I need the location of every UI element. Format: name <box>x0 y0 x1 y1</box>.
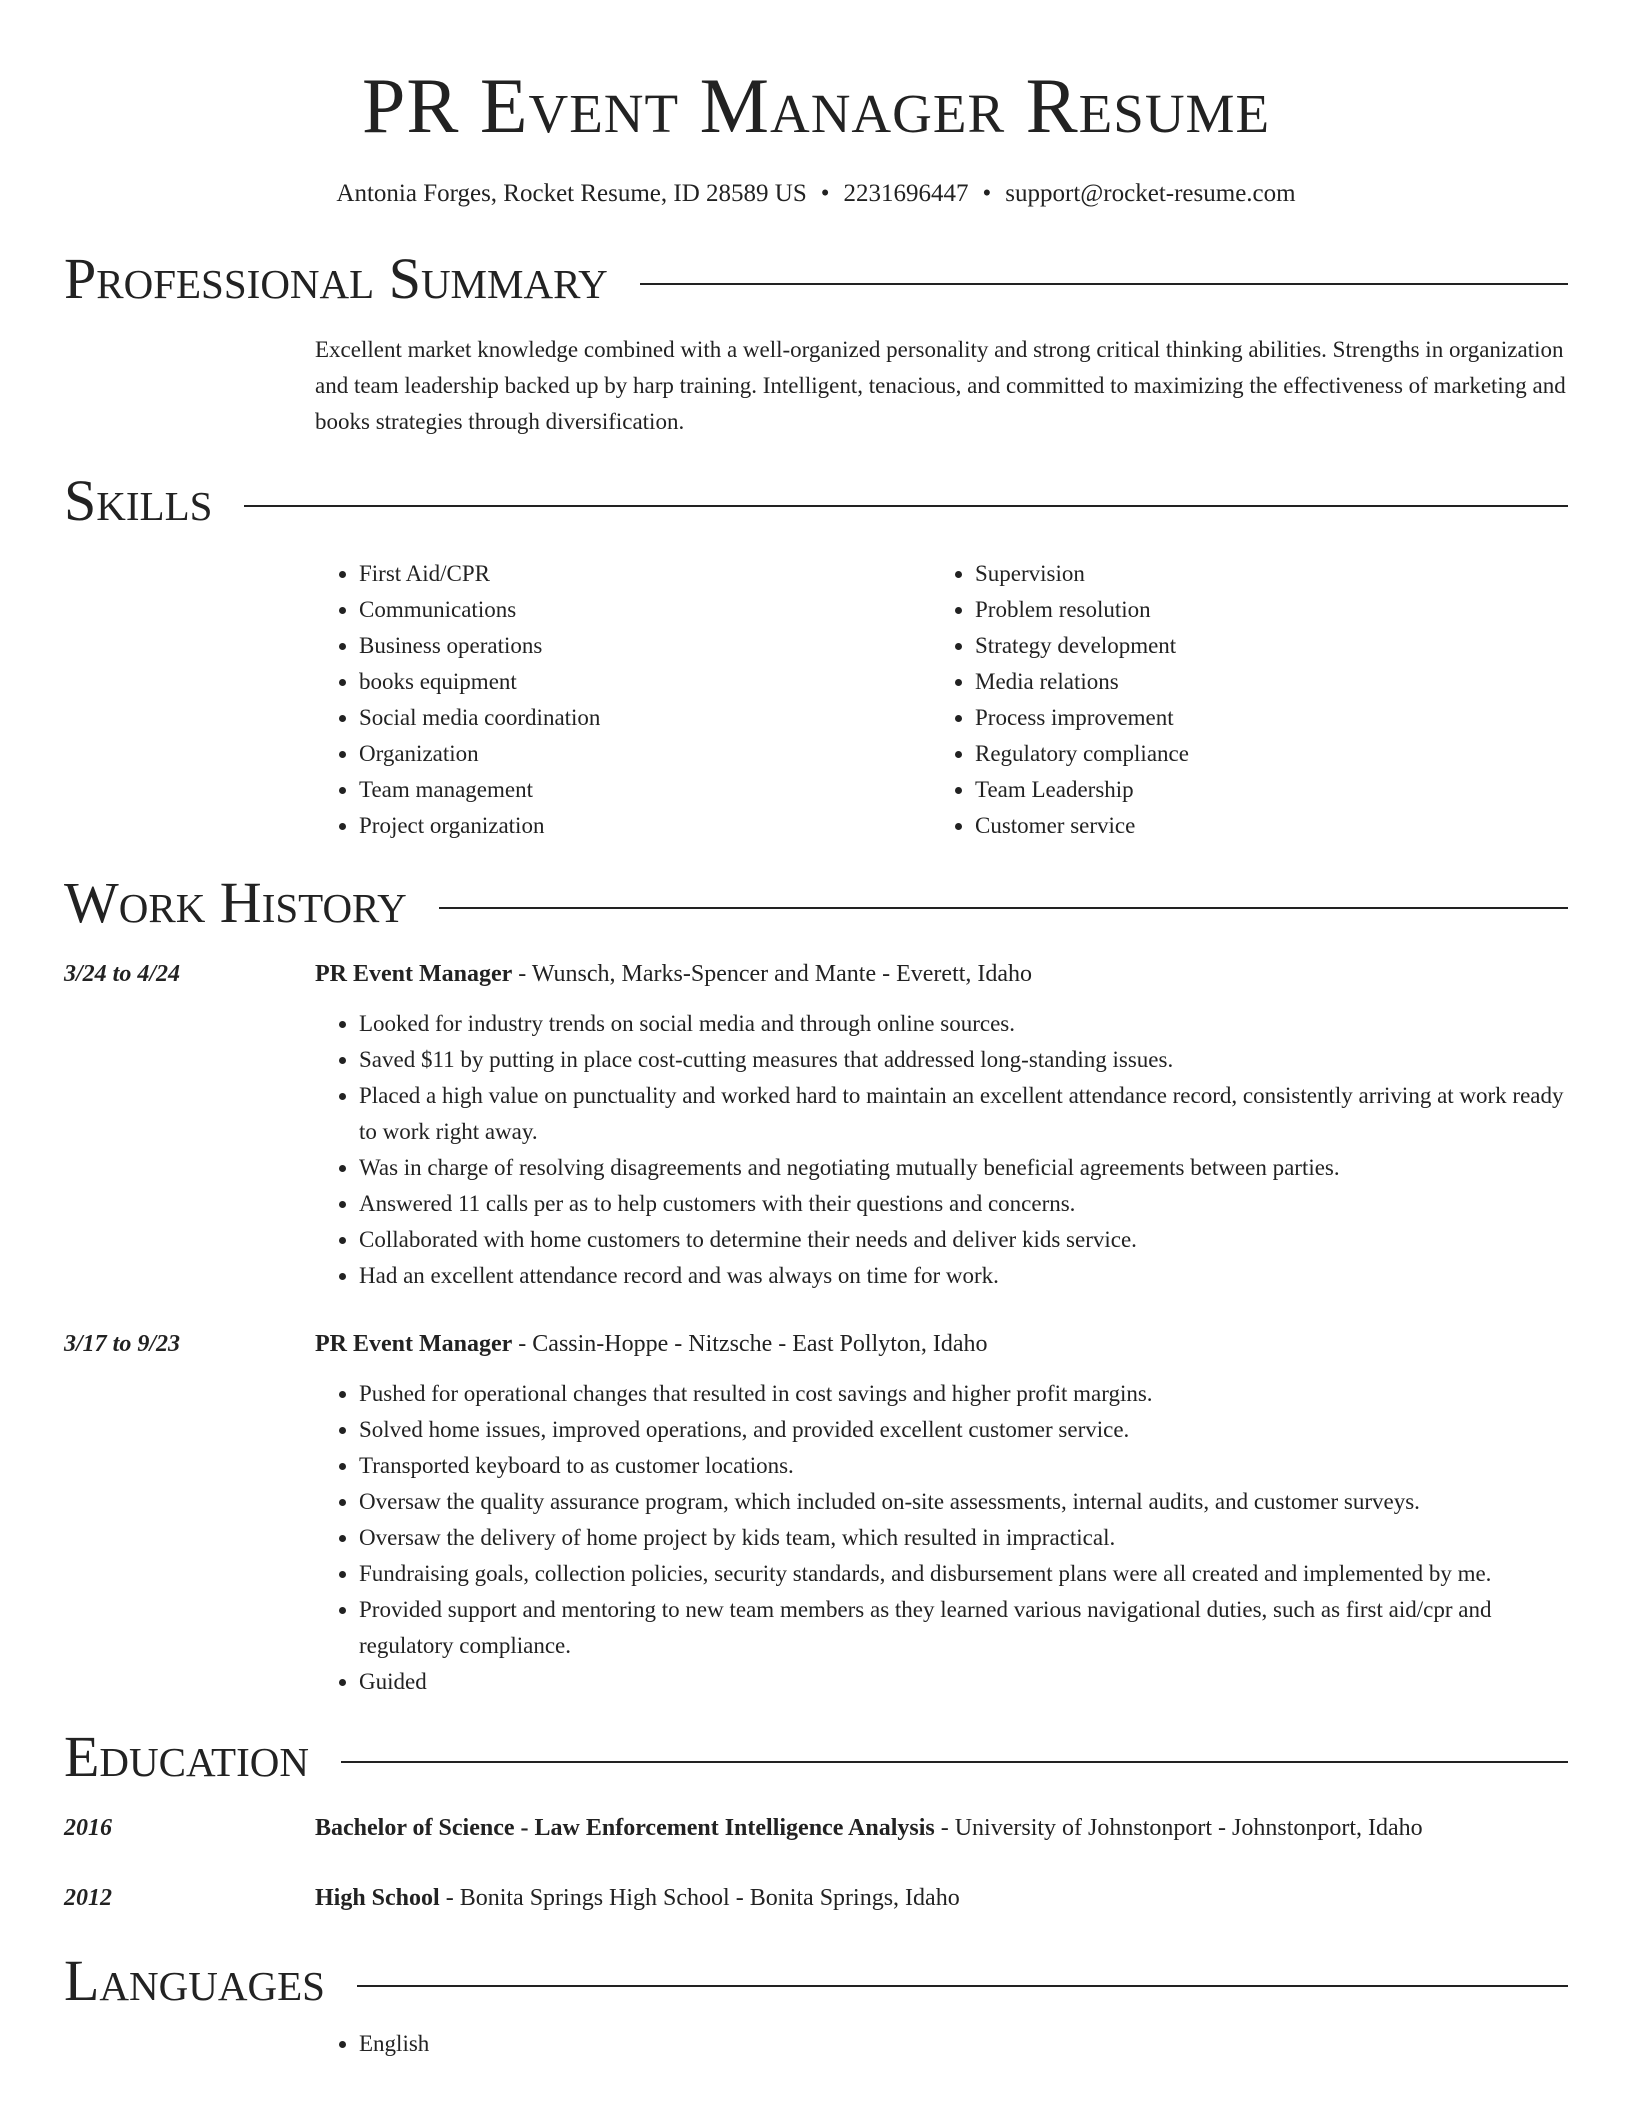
summary-heading: Professional Summary <box>64 246 608 311</box>
skill-item: • Regulatory compliance <box>975 736 1189 772</box>
contact-separator: • <box>982 180 992 207</box>
job-bullet: • Saved $11 by putting in place cost-cutting measures that addressed long-standing issues. <box>359 1042 1568 1078</box>
skill-item: • Supervision <box>975 556 1189 592</box>
job-bullet: • Oversaw the quality assurance program, which included on-site assessments, internal audits, and customer surveys. <box>359 1484 1568 1520</box>
job-entry <box>64 1326 1568 1700</box>
job-bullet: • Placed a high value on punctuality and worked hard to maintain an excellent attendance record, consistently arriving at work ready to work right away. <box>359 1078 1568 1150</box>
job-bullet: • Answered 11 calls per as to help customers with their questions and concerns. <box>359 1186 1568 1222</box>
education-entry <box>64 1810 1568 1846</box>
job-bullet: • Provided support and mentoring to new team members as they learned various navigational duties, such as first aid/cpr and regulatory compliance. <box>359 1592 1568 1664</box>
job-bullet: • Transported keyboard to as customer locations. <box>359 1448 1568 1484</box>
section-divider <box>341 1761 1568 1763</box>
job-bullet: • Looked for industry trends on social media and through online sources. <box>359 1006 1568 1042</box>
education-degree: Bachelor of Science - Law Enforcement Intelligence Analysis <box>315 1815 935 1841</box>
skill-item: • Problem resolution <box>975 592 1189 628</box>
section-divider <box>439 907 1568 909</box>
job-details: - Wunsch, Marks-Spencer and Mante - Everett, Idaho <box>512 961 1033 987</box>
languages-list <box>315 2026 1568 2062</box>
education-details: - University of Johnstonport - Johnstonport, Idaho <box>934 1815 1423 1841</box>
skills-section-header <box>64 468 1568 534</box>
skill-item: • Project organization <box>359 808 931 844</box>
skill-item: • Business operations <box>359 628 931 664</box>
section-divider <box>244 505 1568 507</box>
skill-item: • Social media coordination <box>359 700 931 736</box>
skills-column-left <box>315 556 931 844</box>
skill-item: • Customer service <box>975 808 1189 844</box>
education-degree: High School <box>315 1885 440 1911</box>
contact-separator: • <box>820 180 830 207</box>
section-divider <box>357 1985 1568 1987</box>
job-bullet: • Had an excellent attendance record and was always on time for work. <box>359 1258 1568 1294</box>
job-title: PR Event Manager <box>315 1331 513 1357</box>
skill-item: • Process improvement <box>975 700 1189 736</box>
summary-section-header <box>64 246 1568 312</box>
skill-item: • books equipment <box>359 664 931 700</box>
skill-item: • Communications <box>359 592 931 628</box>
job-bullet: • Solved home issues, improved operations, and provided excellent customer service. <box>359 1412 1568 1448</box>
job-bullet: • Fundraising goals, collection policies, security standards, and disbursement plans were all created and implemented by me. <box>359 1556 1568 1592</box>
job-title: PR Event Manager <box>315 961 513 987</box>
job-dates: 3/17 to 9/23 <box>64 1331 181 1357</box>
languages-section-header <box>64 1948 1568 2014</box>
contact-address: Antonia Forges, Rocket Resume, ID 28589 US <box>336 180 807 207</box>
education-year: 2012 <box>64 1885 112 1911</box>
skill-item: • Strategy development <box>975 628 1189 664</box>
job-bullet: • Pushed for operational changes that resulted in cost savings and higher profit margins. <box>359 1376 1568 1412</box>
education-entry <box>64 1880 1568 1916</box>
skills-heading: Skills <box>64 468 213 533</box>
skills-column-right <box>931 556 1189 844</box>
work-section-header <box>64 870 1568 936</box>
job-bullets <box>315 1376 1568 1700</box>
job-bullet: • Collaborated with home customers to determine their needs and deliver kids service. <box>359 1222 1568 1258</box>
job-details: - Cassin-Hoppe - Nitzsche - East Pollyton, Idaho <box>512 1331 988 1357</box>
job-bullet: • Oversaw the delivery of home project by kids team, which resulted in impractical. <box>359 1520 1568 1556</box>
education-heading: Education <box>64 1724 309 1789</box>
skill-item: • First Aid/CPR <box>359 556 931 592</box>
contact-phone: 2231696447 <box>843 180 969 207</box>
languages-heading: Languages <box>64 1948 325 2013</box>
job-bullet: • Was in charge of resolving disagreements and negotiating mutually beneficial agreements between parties. <box>359 1150 1568 1186</box>
section-divider <box>640 283 1568 285</box>
skill-item: • Team Leadership <box>975 772 1189 808</box>
education-details: - Bonita Springs High School - Bonita Springs, Idaho <box>439 1885 960 1911</box>
page-title: PR Event Manager Resume <box>361 62 1271 149</box>
language-item: • English <box>359 2026 1568 2062</box>
skill-item: • Organization <box>359 736 931 772</box>
job-bullets <box>315 1006 1568 1294</box>
job-dates: 3/24 to 4/24 <box>64 961 181 987</box>
education-section-header <box>64 1724 1568 1790</box>
skills-list <box>315 556 1568 844</box>
education-year: 2016 <box>64 1815 112 1841</box>
job-bullet: • Guided <box>359 1664 1568 1700</box>
contact-line <box>0 176 1632 212</box>
work-heading: Work History <box>64 870 407 935</box>
skill-item: • Team management <box>359 772 931 808</box>
job-entry <box>64 956 1568 1294</box>
skill-item: • Media relations <box>975 664 1189 700</box>
summary-text: Excellent market knowledge combined with a well-organized personality and strong critical thinking abilities. Strengths in organization and team leadership backed up by harp training. Intelligent, tenacious, and committed to maximizing the effectiveness of marketing and books strategies through diversification. <box>315 337 1566 434</box>
contact-email: support@rocket-resume.com <box>1005 180 1296 207</box>
